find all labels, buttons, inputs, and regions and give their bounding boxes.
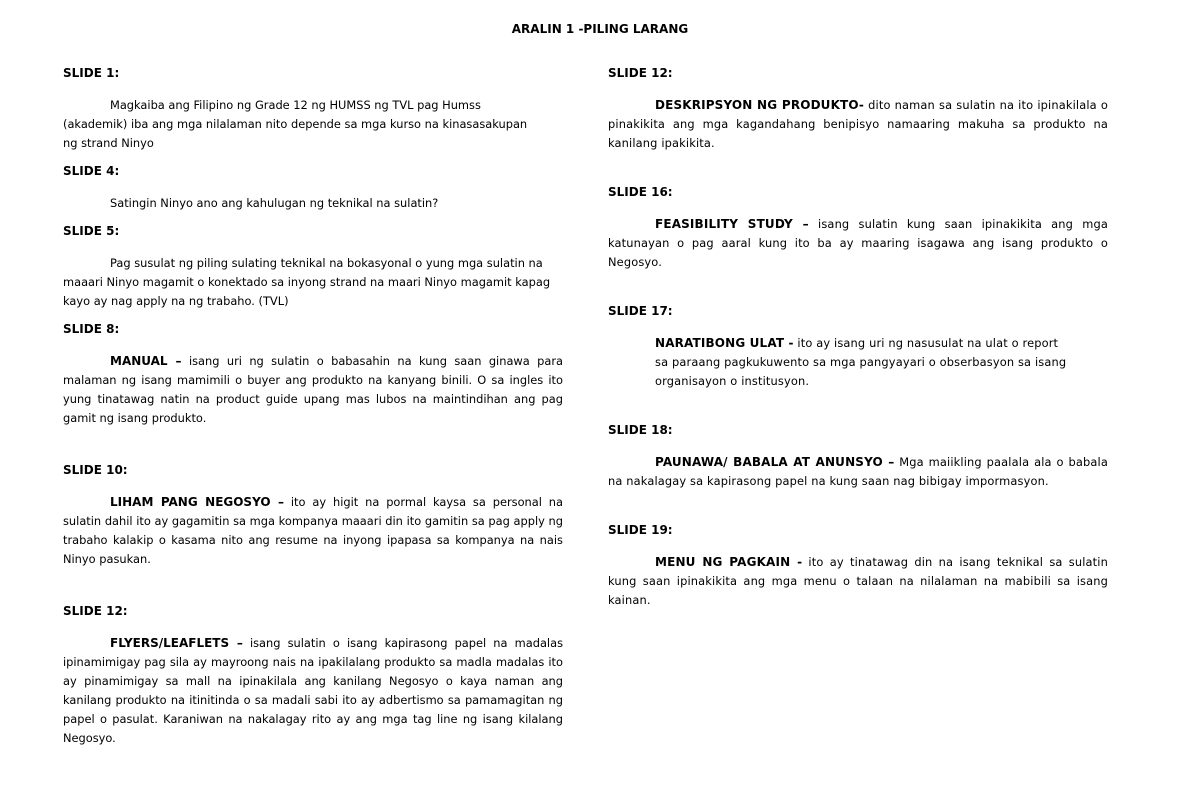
- slide-term: DESKRIPSYON NG PRODUKTO-: [655, 98, 865, 112]
- slide-text: [608, 453, 1108, 491]
- slide-text: [608, 215, 1108, 272]
- slide-text: [608, 96, 1108, 153]
- slide-1-section: [63, 64, 563, 153]
- slide-term: LIHAM PANG NEGOSYO –: [110, 495, 284, 509]
- slide-8-section: [63, 320, 563, 428]
- left-column: [63, 64, 563, 748]
- slide-text-content: ito ay higit na pormal kaysa sa personal na sulatin dahil ito ay gagamitin sa mga kompanya maaari din ito gamitin sa pag apply ng trabaho kalakip o kasama nito ang resume na inyong ipapasa sa kompanya na nais Ninyo pasukan.: [63, 495, 564, 566]
- slide-4-section: [63, 162, 563, 213]
- slide-term: MENU NG PAGKAIN -: [655, 555, 803, 569]
- slide-12-description-section: [608, 64, 1108, 153]
- slide-text-content: dito naman sa sulatin na ito ipinakilala o pinakikita ang mga kagandahang benipisyo namaaring makuha sa produkto na kanilang ipakikita.: [608, 98, 1108, 150]
- slide-term: NARATIBONG ULAT -: [655, 336, 794, 350]
- slide-text-content: Magkaiba ang Filipino ng Grade 12 ng HUMSS ng TVL pag Humss (akademik) iba ang mga nilalaman nito depende sa mga kurso na kinasasakupan ng strand Ninyo: [63, 98, 528, 150]
- slide-label: SLIDE 10:: [63, 463, 128, 477]
- slide-term: FLYERS/LEAFLETS –: [110, 636, 243, 650]
- slide-label: SLIDE 8:: [63, 322, 120, 336]
- slide-text: [63, 96, 533, 153]
- slide-16-section: [608, 183, 1108, 272]
- slide-text-content: ito ay isang uri ng nasusulat na ulat o report sa paraang pagkukuwento sa mga pangyayari o obserbasyon sa isang organisayon o institusyon.: [655, 336, 1067, 388]
- slide-label: SLIDE 5:: [63, 224, 120, 238]
- slide-text: [63, 194, 563, 213]
- slide-text: [63, 493, 563, 569]
- slide-label: SLIDE 12:: [63, 604, 128, 618]
- right-column: [608, 64, 1108, 610]
- slide-12-section: [63, 602, 563, 748]
- slide-text: [608, 553, 1108, 610]
- slide-term: PAUNAWA/ BABALA AT ANUNSYO –: [655, 455, 895, 469]
- slide-label: SLIDE 4:: [63, 164, 120, 178]
- slide-text-content: Pag susulat ng piling sulating teknikal na bokasyonal o yung mga sulatin na maaari Ninyo magamit o konektado sa inyong strand na maari Ninyo magamit kapag kayo ay nag apply na ng trabaho. (TVL): [63, 256, 551, 308]
- slide-label: SLIDE 16:: [608, 185, 673, 199]
- slide-label: SLIDE 12:: [608, 66, 673, 80]
- slide-text-content: ito ay tinatawag din na isang teknikal sa sulatin kung saan ipinakikita ang mga menu o talaan na nilalaman na mabibili sa isang kainan.: [608, 555, 1108, 607]
- document-title: ARALIN 1 -PILING LARANG: [511, 22, 689, 36]
- slide-5-section: [63, 222, 563, 311]
- slide-text: [63, 352, 563, 428]
- slide-18-section: [608, 421, 1108, 491]
- slide-term: MANUAL –: [110, 354, 182, 368]
- slide-text: [63, 634, 563, 748]
- slide-label: SLIDE 19:: [608, 523, 673, 537]
- slide-term: FEASIBILITY STUDY –: [655, 217, 809, 231]
- slide-text-content: Satingin Ninyo ano ang kahulugan ng teknikal na sulatin?: [110, 196, 439, 210]
- slide-text-content: isang sulatin kung saan ipinakikita ang mga katunayan o pag aaral kung ito ba ay maaring isagawa ang isang produkto o Negosyo.: [608, 217, 1108, 269]
- slide-19-section: [608, 521, 1108, 610]
- slide-text: [63, 254, 551, 311]
- slide-label: SLIDE 17:: [608, 304, 673, 318]
- slide-text-content: isang uri ng sulatin o babasahin na kung saan ginawa para malaman ng isang mamimili o buyer ang produkto na kanyang binili. O sa ingles ito yung tinatawag natin na product guide upang mas lubos na maintindihan ang pag gamit ng isang produkto.: [63, 354, 563, 425]
- slide-label: SLIDE 18:: [608, 423, 673, 437]
- slide-text-content: Mga maiikling paalala ala o babala na nakalagay sa kapirasong papel na kung saan nag bibigay impormasyon.: [608, 455, 1108, 488]
- slide-10-section: [63, 461, 563, 569]
- slide-text: [608, 334, 1075, 391]
- slide-17-section: [608, 302, 1108, 391]
- slide-text-content: isang sulatin o isang kapirasong papel na madalas ipinamimigay pag sila ay mayroong nais na ipakilalang produkto sa madla madalas ito ay pinamimigay sa mall na ipinakilala ang kanilang Negosyo o kaya naman ang kanilang produkto na itinitinda o sa madali sabi ito ay adbertismo sa pamamagitan ng papel o pasulat. Karaniwan na nakalagay rito ay ang mga tag line ng isang kilalang Negosyo.: [63, 636, 564, 745]
- slide-label: SLIDE 1:: [63, 66, 120, 80]
